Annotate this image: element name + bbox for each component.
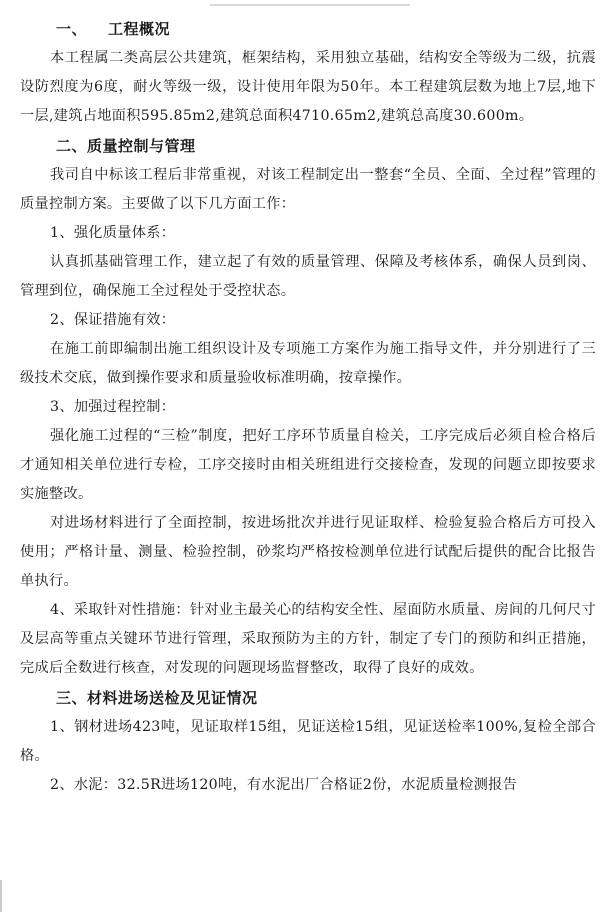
- item-1-body: 认真抓基础管理工作，建立起了有效的质量管理、保障及考核体系，确保人员到岗、管理到位，确保施工全过程处于受控状态。: [20, 254, 596, 299]
- section-3-heading: [20, 683, 596, 713]
- item-2-body: 在施工前即编制出施工组织设计及专项施工方案作为施工指导文件，并分别进行了三级技术交底，做到操作要求和质量验收标准明确，按章操作。: [20, 341, 596, 386]
- section-3-title: 材料进场送检及见证情况: [87, 689, 258, 707]
- page-top-rule: [210, 4, 410, 6]
- item-2-heading: 2、保证措施有效：: [50, 312, 176, 328]
- section-1-paragraph: 本工程属二类高层公共建筑，框架结构，采用独立基础，结构安全等级为二级，抗震设防烈度为6度，耐火等级一级，设计使用年限为50年。本工程建筑层数为地上7层,地下一层,建筑占地面积595.85m2,建筑总面积4710.65m2,建筑总高度30.600m。: [20, 50, 596, 124]
- section-3-number: 三、: [56, 689, 88, 707]
- section-1-number: 一、: [56, 20, 88, 38]
- page-left-rule: [0, 880, 2, 912]
- section-2-intro: 我司自中标该工程后非常重视，对该工程制定出一整套“全员、全面、全过程”管理的质量控制方案。主要做了以下几方面工作：: [20, 167, 596, 212]
- section-3-item-1: 1、钢材进场423吨，见证取样15组，见证送检15组，见证送检率100%,复检全部合格。: [20, 719, 596, 764]
- item-3-body-2: 对进场材料进行了全面控制，按进场批次并进行见证取样、检验复验合格后方可投入使用；严格计量、测量、检验控制，砂浆均严格按检测单位进行试配后提供的配合比报告单执行。: [20, 515, 596, 589]
- item-4-body: 4、采取针对性措施：针对业主最关心的结构安全性、屋面防水质量、房间的几何尺寸及层高等重点关键环节进行管理，采取预防为主的方针，制定了专门的预防和纠正措施，完成后全数进行核查，对发现的问题现场监督整改，取得了良好的成效。: [20, 602, 596, 676]
- item-1-heading: 1、强化质量体系：: [50, 225, 176, 241]
- section-2-title: 质量控制与管理: [87, 137, 196, 155]
- section-2-heading: [20, 131, 596, 161]
- item-3-body: 强化施工过程的“三检”制度，把好工序环节质量自检关，工序完成后必须自检合格后才通知相关单位进行专检，工序交接时由相关班组进行交接检查，发现的问题立即按要求实施整改。: [20, 428, 596, 502]
- section-2-number: 二、: [56, 137, 88, 155]
- section-1-title: 工程概况: [108, 20, 171, 38]
- item-3-heading: 3、加强过程控制：: [50, 399, 176, 415]
- section-1-heading: [20, 14, 596, 44]
- section-3-item-2: 2、水泥：32.5R进场120吨，有水泥出厂合格证2份，水泥质量检测报告: [50, 777, 518, 793]
- document-body: [20, 14, 596, 800]
